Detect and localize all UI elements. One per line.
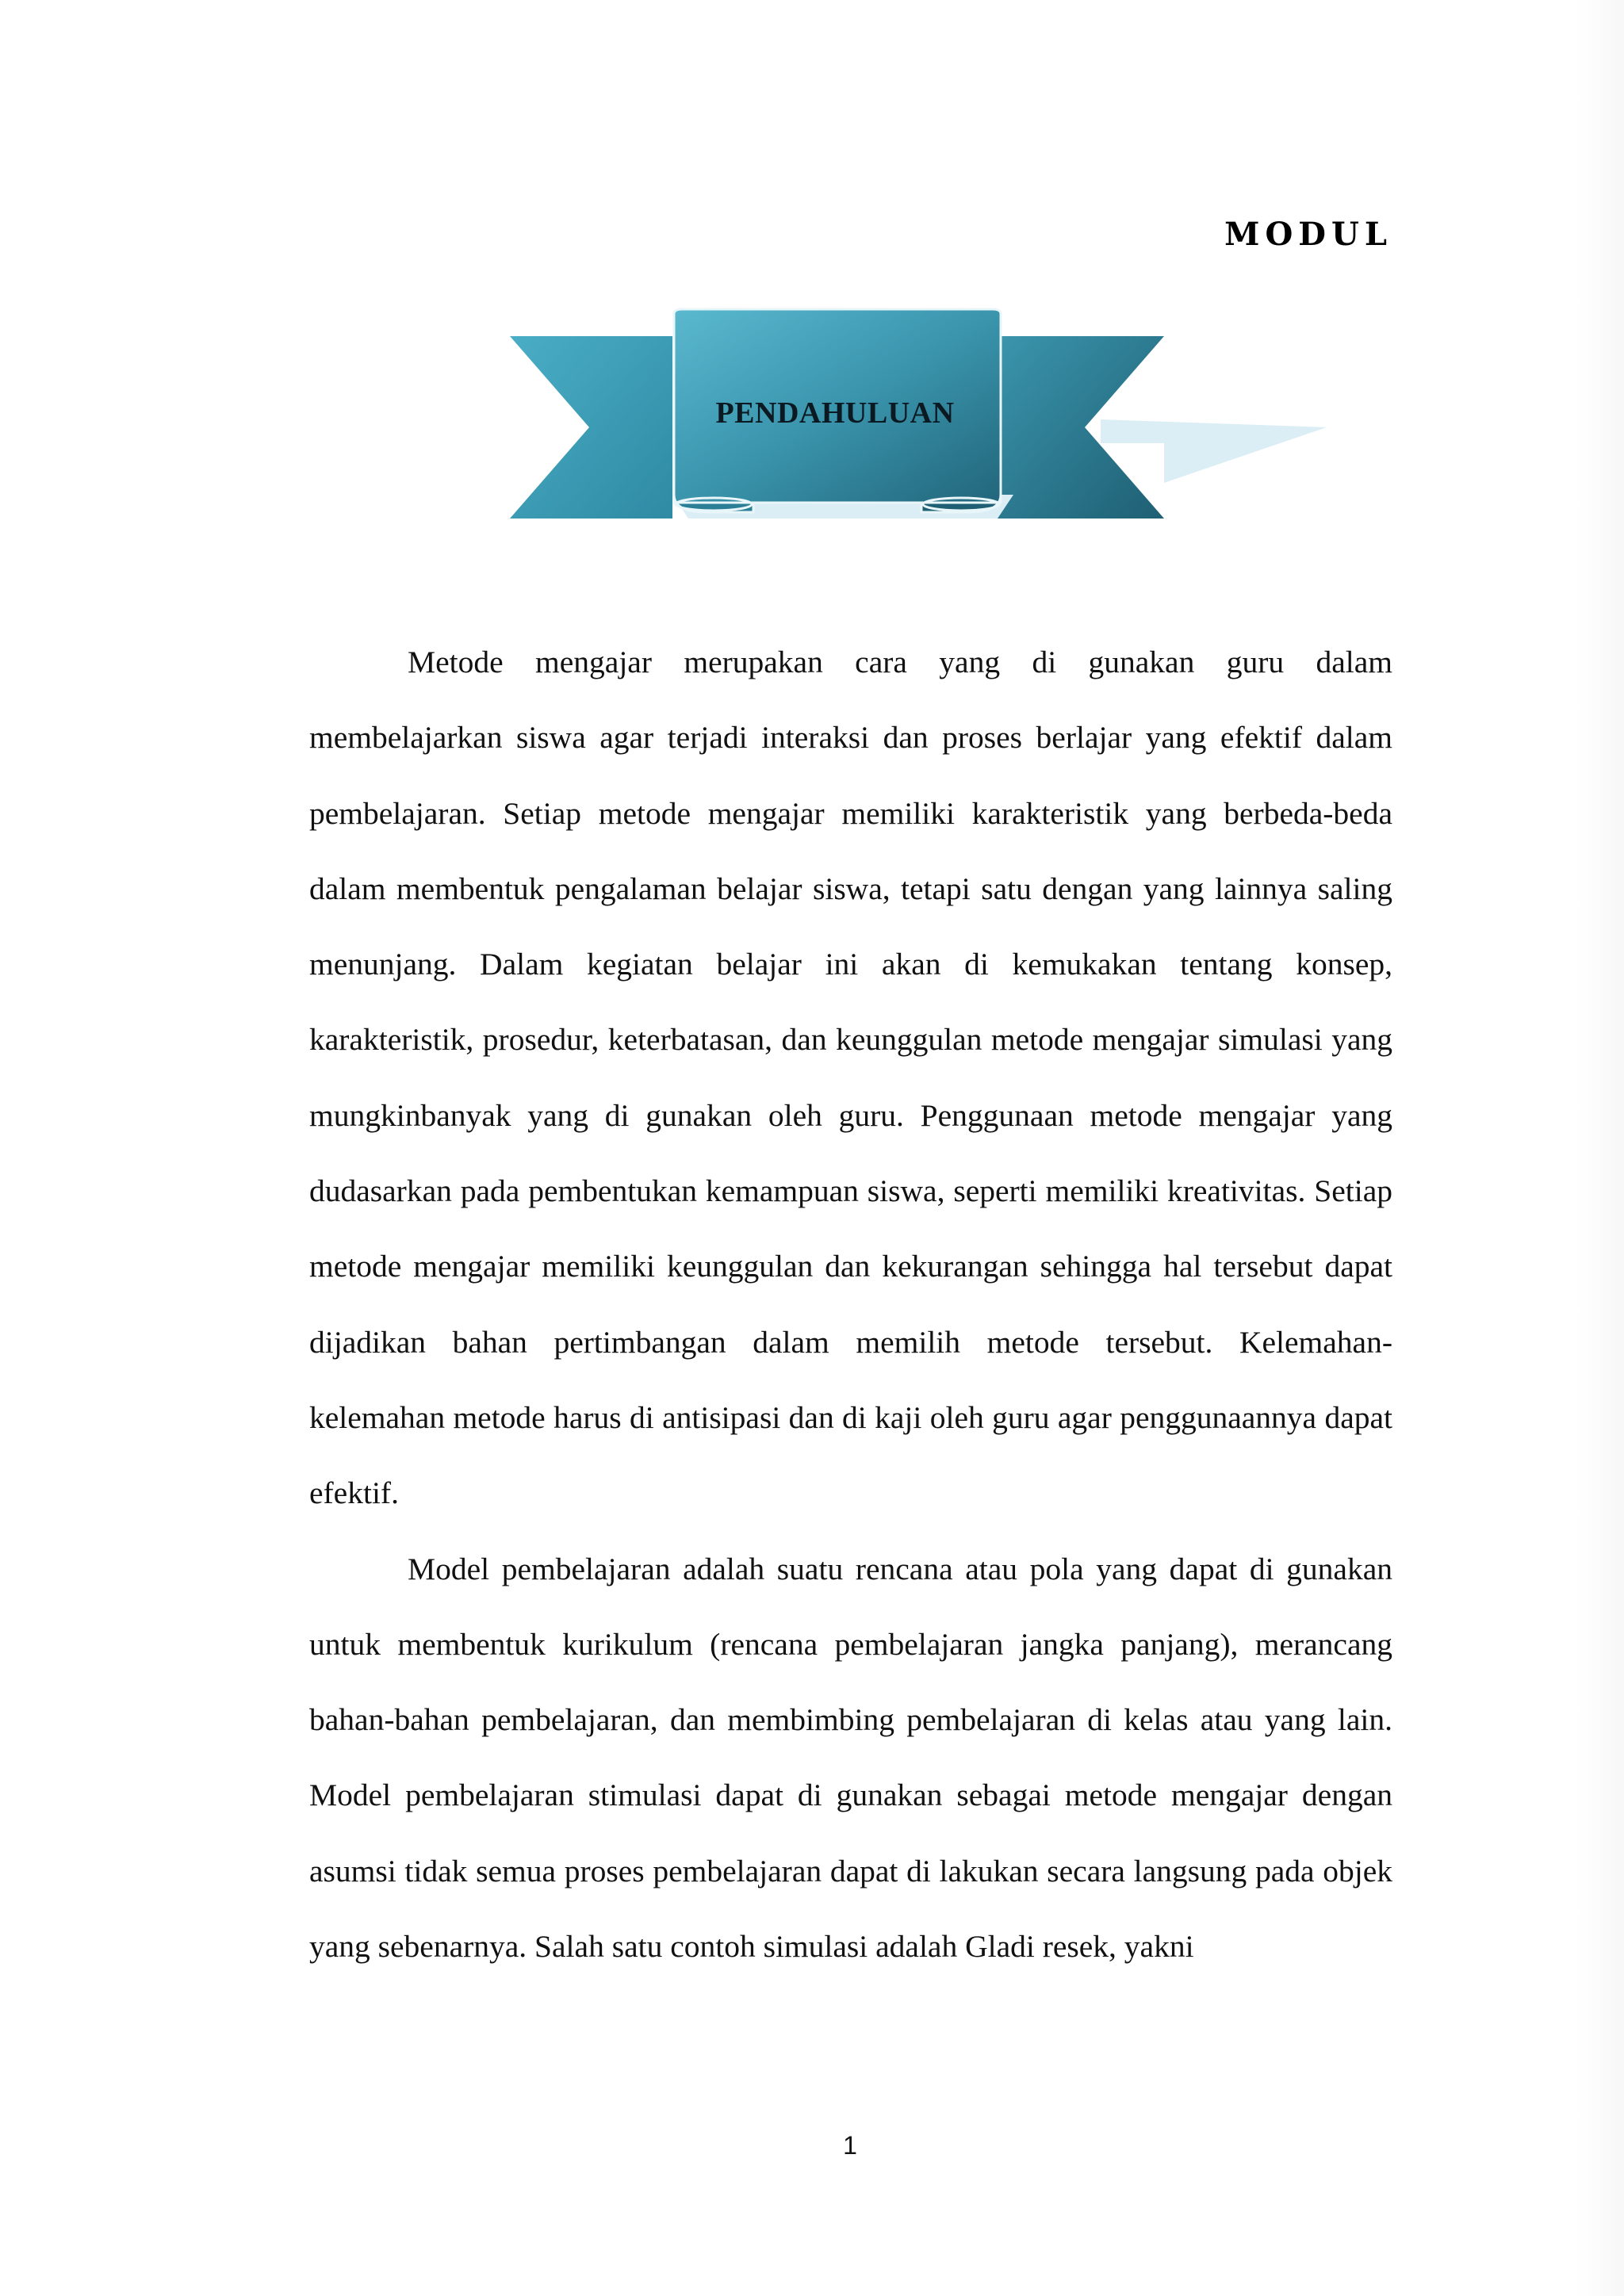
body-text [309, 625, 1392, 1984]
document-label: MODUL [1224, 216, 1392, 253]
page-edge-shadow [1576, 0, 1624, 2296]
section-banner [498, 304, 1339, 534]
page-number: 1 [843, 2131, 857, 2160]
ribbon-shadow [1101, 419, 1327, 483]
paragraph: Model pembelajaran adalah suatu rencana atau pola yang dapat di gunakan untuk membentuk kurikulum (rencana pembelajaran jangka panjang), merancang bahan-bahan pembelajaran, dan membimbing pembelajaran di kelas atau yang lain. Model pembelajaran stimulasi dapat di gunakan sebagai metode mengajar dengan asumsi tidak semua proses pembelajaran dapat di lakukan secara langsung pada objek yang sebenarnya. Salah satu contoh simulasi adalah Gladi resek, yakni [309, 1551, 1392, 1965]
banner-title: PENDAHULUAN [715, 396, 955, 430]
ribbon-left-tail [510, 336, 672, 519]
paragraph: Metode mengajar merupakan cara yang di gunakan guru dalam membelajarkan siswa agar terjadi interaksi dan proses berlajar yang efektif dalam pembelajaran. Setiap metode mengajar memiliki karakteristik yang berbeda-beda dalam membentuk pengalaman belajar siswa, tetapi satu dengan yang lainnya saling menunjang. Dalam kegiatan belajar ini akan di kemukakan tentang konsep, karakteristik, prosedur, keterbatasan, dan keunggulan metode mengajar simulasi yang mungkinbanyak yang di gunakan oleh guru. Penggunaan metode mengajar yang dudasarkan pada pembentukan kemampuan siswa, seperti memiliki kreativitas. Setiap metode mengajar memiliki keunggulan dan kekurangan sehingga hal tersebut dapat dijadikan bahan pertimbangan dalam memilih metode tersebut. Kelemahan-kelemahan metode harus di antisipasi dan di kaji oleh guru agar penggunaannya dapat efektif. [309, 645, 1392, 1511]
